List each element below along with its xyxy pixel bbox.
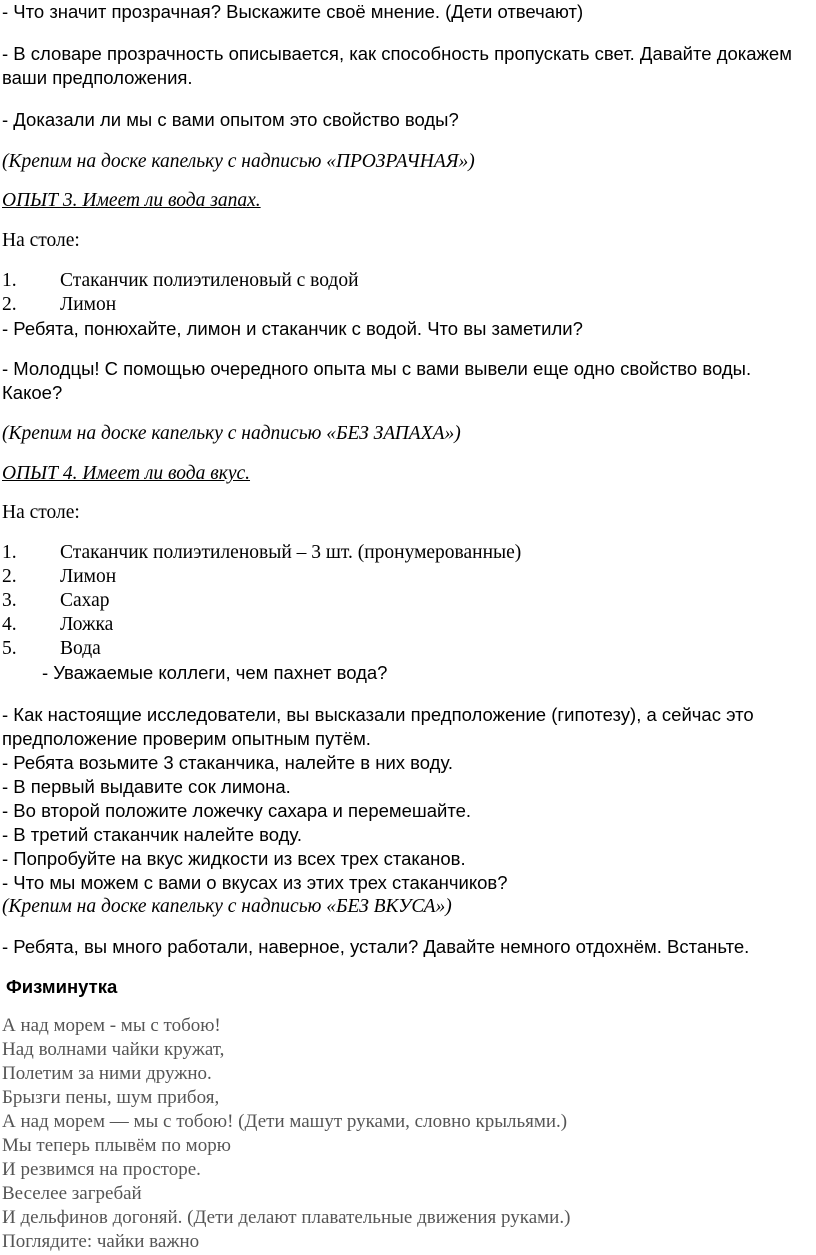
poem-line: Поглядите: чайки важно bbox=[2, 1231, 200, 1252]
note-line: (Крепим на доске капельку с надписью «БЕЗ ЗАПАХА») bbox=[2, 423, 461, 444]
list-item bbox=[2, 269, 359, 293]
text-line: - Что значит прозрачная? Выскажите своё мнение. (Дети отвечают) bbox=[2, 1, 584, 22]
text-line: ваши предположения. bbox=[2, 67, 193, 88]
text-line: - Доказали ли мы с вами опытом это свойство воды? bbox=[2, 109, 459, 130]
poem-line: Над волнами чайки кружат, bbox=[2, 1039, 225, 1060]
list-item bbox=[2, 613, 113, 637]
list-number: 4. bbox=[2, 614, 17, 635]
list-text: Лимон bbox=[60, 566, 117, 587]
list-text: Ложка bbox=[60, 614, 114, 635]
note-line: (Крепим на доске капельку с надписью «БЕЗ ВКУСА») bbox=[2, 896, 452, 917]
text-line: На столе: bbox=[2, 502, 80, 523]
text-line: - Уважаемые коллеги, чем пахнет вода? bbox=[42, 662, 388, 683]
poem-line: Мы теперь плывём по морю bbox=[2, 1135, 231, 1156]
text-line: - Ребята, вы много работали, наверное, устали? Давайте немного отдохнём. Встаньте. bbox=[2, 936, 750, 957]
poem-line: И дельфинов догоняй. (Дети делают плавательные движения руками.) bbox=[2, 1207, 571, 1228]
poem-line: И резвимся на просторе. bbox=[2, 1159, 201, 1180]
list-item bbox=[2, 293, 116, 317]
text-line: - Молодцы! С помощью очередного опыта мы с вами вывели еще одно свойство воды. bbox=[2, 358, 752, 379]
text-line: - Во второй положите ложечку сахара и перемешайте. bbox=[2, 800, 472, 821]
text-line: - Ребята, понюхайте, лимон и стаканчик с водой. Что вы заметили? bbox=[2, 318, 583, 339]
poem-line: Брызги пены, шум прибоя, bbox=[2, 1087, 220, 1108]
list-item bbox=[2, 541, 521, 565]
text-line: предположение проверим опытным путём. bbox=[2, 728, 371, 749]
poem-line: Полетим за ними дружно. bbox=[2, 1063, 212, 1084]
list-number: 3. bbox=[2, 590, 17, 611]
note-line: (Крепим на доске капельку с надписью «ПРОЗРАЧНАЯ») bbox=[2, 151, 475, 172]
list-item bbox=[2, 565, 116, 589]
text-line: На столе: bbox=[2, 230, 80, 251]
list-text: Вода bbox=[60, 638, 101, 659]
section-heading: Физминутка bbox=[6, 976, 118, 997]
list-number: 1. bbox=[2, 270, 17, 291]
list-text: Стаканчик полиэтиленовый с водой bbox=[60, 270, 359, 291]
text-line: - Ребята возьмите 3 стаканчика, налейте в них воду. bbox=[2, 752, 454, 773]
poem-line: А над морем — мы с тобою! (Дети машут руками, словно крыльями.) bbox=[2, 1111, 568, 1132]
text-line: - В первый выдавите сок лимона. bbox=[2, 776, 291, 797]
experiment-heading: ОПЫТ 4. Имеет ли вода вкус. bbox=[2, 463, 251, 484]
text-line: - В словаре прозрачность описывается, как способность пропускать свет. Давайте докажем bbox=[2, 43, 792, 64]
list-item bbox=[2, 637, 101, 661]
list-item bbox=[2, 589, 110, 613]
text-line: - Как настоящие исследователи, вы высказали предположение (гипотезу), а сейчас это bbox=[2, 704, 754, 725]
list-number: 2. bbox=[2, 566, 17, 587]
poem-line: А над морем - мы с тобою! bbox=[2, 1015, 221, 1036]
text-line: Какое? bbox=[2, 382, 63, 403]
list-text: Стаканчик полиэтиленовый – 3 шт. (пронумерованные) bbox=[60, 542, 522, 563]
poem-line: Веселее загребай bbox=[2, 1183, 142, 1204]
list-number: 5. bbox=[2, 638, 17, 659]
list-text: Лимон bbox=[60, 294, 117, 315]
list-number: 1. bbox=[2, 542, 17, 563]
experiment-heading: ОПЫТ 3. Имеет ли вода запах. bbox=[2, 190, 261, 211]
text-line: - Что мы можем с вами о вкусах из этих трех стаканчиков? bbox=[2, 872, 508, 893]
text-line: - В третий стаканчик налейте воду. bbox=[2, 824, 302, 845]
text-line: - Попробуйте на вкус жидкости из всех трех стаканов. bbox=[2, 848, 466, 869]
list-number: 2. bbox=[2, 294, 17, 315]
list-text: Сахар bbox=[60, 590, 110, 611]
